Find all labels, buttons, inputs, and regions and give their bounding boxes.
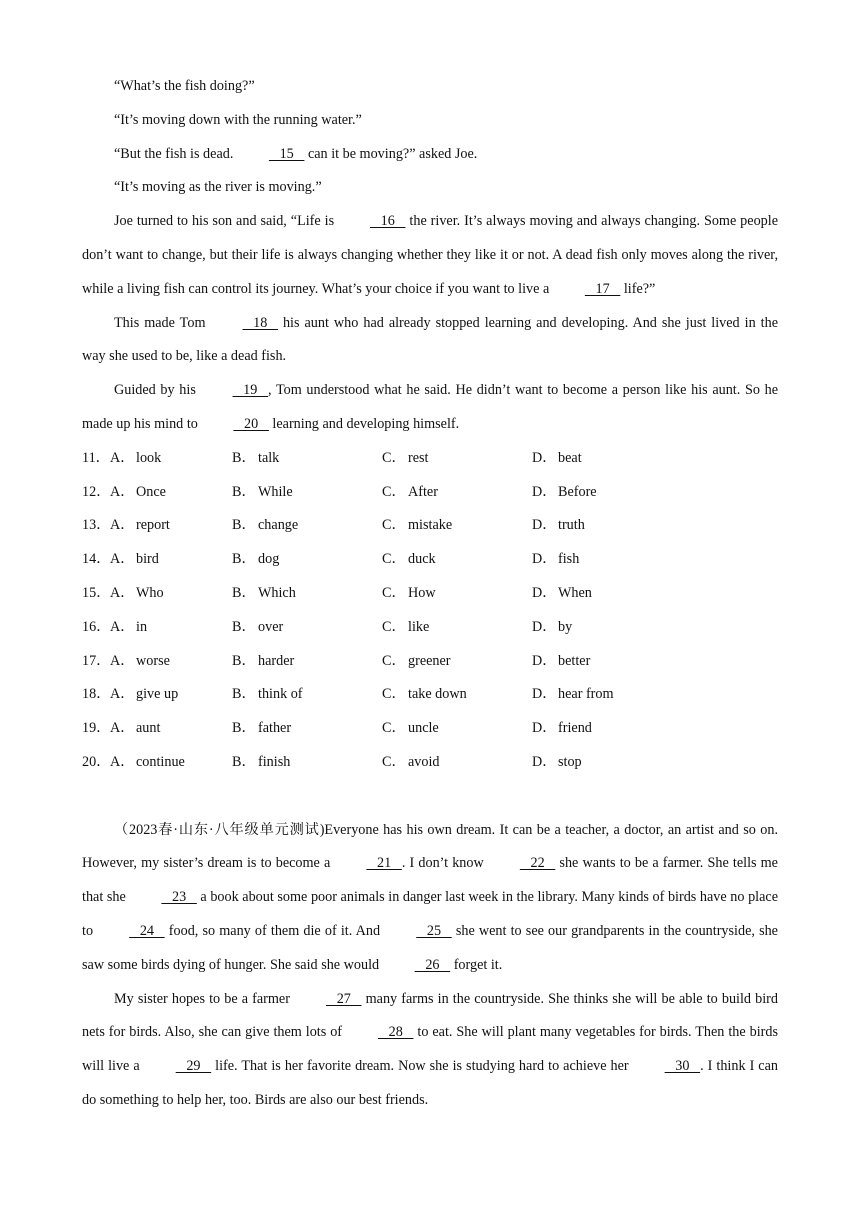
option-text: While (258, 483, 293, 500)
question-row (82, 476, 778, 510)
option-letter: C． (382, 652, 406, 669)
passage-one (82, 70, 778, 442)
option-letter: D． (532, 652, 557, 669)
answer-blank: 27 (326, 990, 362, 1007)
answer-blank: 18 (242, 314, 278, 331)
answer-blank: 19 (232, 382, 268, 399)
option-text: bird (136, 551, 159, 568)
option-letter: C． (382, 551, 406, 568)
paragraph (82, 983, 778, 1118)
option-text: by (558, 618, 573, 635)
option[interactable] (532, 442, 682, 476)
option[interactable] (532, 577, 682, 611)
text-run: his aunt who had already stopped learning and developing. And she just lived in the way she used to be, like a dead fish. (82, 314, 778, 365)
option[interactable] (532, 543, 682, 577)
option[interactable] (232, 712, 382, 746)
option-text: father (258, 720, 292, 737)
text-run: , Tom understood what he said. He didn’t want to become a person like his aunt. So he made up his mind to (82, 382, 779, 432)
option[interactable] (232, 509, 382, 543)
question-row (82, 543, 778, 577)
question-row (82, 645, 778, 679)
text-run: can it be moving?” asked Joe. (304, 145, 478, 162)
option[interactable] (232, 543, 382, 577)
option-text: Which (258, 584, 296, 601)
option[interactable] (382, 678, 532, 712)
option[interactable] (232, 678, 382, 712)
option[interactable] (232, 746, 382, 780)
option-text: How (408, 584, 436, 601)
option-text: better (558, 652, 591, 669)
option-letter: A． (110, 720, 135, 737)
question-number: 13． (82, 517, 111, 534)
option-letter: A． (110, 686, 135, 703)
option-letter: D． (532, 551, 557, 568)
option-letter: C． (382, 753, 406, 770)
option-letter: C． (382, 449, 406, 466)
paragraph (82, 205, 778, 306)
question-row (82, 712, 778, 746)
paragraph (82, 138, 778, 172)
option[interactable] (532, 678, 682, 712)
question-number: 14． (82, 551, 111, 568)
option-text: duck (408, 551, 436, 568)
answer-blank: 24 (129, 922, 165, 939)
text-run: forget it. (450, 956, 503, 973)
answer-blank: 29 (175, 1058, 212, 1075)
question-number: 20． (82, 753, 111, 770)
option-text: give up (136, 686, 179, 703)
option-letter: B． (232, 584, 256, 601)
option-letter: D． (532, 517, 557, 534)
question-number: 17． (82, 652, 111, 669)
question-number: 18． (82, 686, 111, 703)
question-row (82, 611, 778, 645)
text-run: food, so many of them die of it. And (164, 922, 385, 939)
paragraph (82, 104, 778, 138)
option-text: stop (558, 753, 582, 770)
paragraph (82, 70, 778, 104)
paragraph (82, 171, 778, 205)
answer-blank: 15 (268, 145, 305, 162)
option-letter: C． (382, 720, 406, 737)
text-run: . I don’t know (401, 855, 488, 872)
text-run: （2023春·山东·八年级单元测试)Everyone has his own dream. It can be a teacher, a doctor, an artist and so on. However, my sister’s dream is to become a (82, 821, 778, 872)
option-text: truth (558, 517, 585, 534)
option-letter: D． (532, 753, 557, 770)
option-letter: C． (382, 686, 406, 703)
option-letter: C． (382, 618, 406, 635)
option[interactable] (110, 611, 232, 645)
option[interactable] (110, 577, 232, 611)
option[interactable] (382, 476, 532, 510)
answer-blank: 16 (370, 213, 406, 230)
option-letter: D． (532, 686, 557, 703)
paragraph (82, 307, 778, 375)
option[interactable] (382, 645, 532, 679)
answer-blank: 22 (519, 855, 556, 872)
option-text: beat (558, 449, 582, 466)
option-text: When (558, 584, 592, 601)
question-number: 11． (82, 449, 110, 466)
text-run: many farms in the countryside. She thinks she will be able to build bird nets for birds. Also, she can give them lots of (82, 990, 778, 1041)
option-letter: B． (232, 449, 256, 466)
text-run: “What’s the fish doing?” (114, 78, 255, 94)
option-text: Once (136, 483, 166, 500)
question-row (82, 678, 778, 712)
option-text: hear from (558, 686, 614, 703)
option[interactable] (110, 543, 232, 577)
option-letter: A． (110, 517, 135, 534)
option-letter: B． (232, 551, 256, 568)
option[interactable] (532, 712, 682, 746)
option-letter: B． (232, 652, 256, 669)
option-text: talk (258, 449, 280, 466)
option[interactable] (232, 577, 382, 611)
option-letter: D． (532, 584, 557, 601)
question-number: 12． (82, 483, 111, 500)
option[interactable] (110, 746, 232, 780)
text-run: she wants to be a farmer. She tells me that she (82, 855, 778, 906)
text-run: My sister hopes to be a farmer (114, 990, 295, 1007)
option-text: uncle (408, 720, 439, 737)
option-letter: B． (232, 686, 256, 703)
question-number: 19． (82, 720, 111, 737)
option-letter: D． (532, 449, 557, 466)
option-letter: B． (232, 618, 256, 635)
option-text: like (408, 618, 430, 635)
question-row (82, 746, 778, 780)
option-letter: A． (110, 483, 135, 500)
text-run: she went to see our grandparents in the countryside, she saw some birds dying of hunger. She said she would (82, 922, 778, 973)
option-letter: D． (532, 483, 557, 500)
answer-blank: 17 (584, 280, 621, 297)
option-text: over (258, 618, 284, 635)
option[interactable] (110, 442, 232, 476)
option-letter: B． (232, 483, 256, 500)
text-run: “It’s moving down with the running water.” (114, 111, 362, 128)
option[interactable] (382, 611, 532, 645)
option[interactable] (110, 712, 232, 746)
text-run: Guided by his (114, 382, 201, 399)
option-text: greener (408, 652, 451, 669)
option[interactable] (382, 509, 532, 543)
option-letter: A． (110, 551, 135, 568)
option-text: Who (136, 584, 164, 601)
answer-blank: 30 (664, 1058, 701, 1075)
option[interactable] (110, 476, 232, 510)
option-text: harder (258, 652, 295, 669)
option-letter: C． (382, 584, 406, 601)
option[interactable] (110, 645, 232, 679)
text-run: life?” (620, 280, 656, 297)
option-letter: A． (110, 652, 135, 669)
option-text: think of (258, 686, 303, 703)
option-letter: C． (382, 483, 406, 500)
option-letter: B． (232, 517, 256, 534)
option-text: Before (558, 483, 597, 500)
text-run: “It’s moving as the river is moving.” (114, 179, 322, 196)
option-letter: A． (110, 584, 135, 601)
section-spacer (82, 780, 778, 814)
option-text: worse (136, 652, 170, 669)
option[interactable] (110, 509, 232, 543)
text-run: a book about some poor animals in danger last week in the library. Many kinds of birds have no place to (82, 889, 778, 939)
text-run: This made Tom (114, 314, 211, 331)
option-text: dog (258, 551, 280, 568)
option[interactable] (110, 678, 232, 712)
option-text: look (136, 449, 162, 466)
paragraph (82, 374, 778, 442)
option-text: in (136, 618, 148, 635)
answer-blank: 25 (416, 922, 452, 939)
option-text: continue (136, 753, 185, 770)
option-letter: A． (110, 449, 135, 466)
question-row (82, 442, 778, 476)
option[interactable] (532, 476, 682, 510)
option[interactable] (532, 645, 682, 679)
option-text: rest (408, 449, 429, 466)
option-text: finish (258, 753, 291, 770)
text-run: Joe turned to his son and said, “Life is (114, 213, 339, 230)
option[interactable] (382, 577, 532, 611)
option[interactable] (382, 543, 532, 577)
option[interactable] (232, 645, 382, 679)
option-text: friend (558, 720, 592, 737)
option[interactable] (532, 746, 682, 780)
option-letter: B． (232, 753, 256, 770)
option-text: avoid (408, 753, 440, 770)
option-text: report (136, 517, 170, 534)
option-letter: D． (532, 618, 557, 635)
question-number: 15． (82, 584, 111, 601)
answer-blank: 20 (233, 415, 269, 432)
option[interactable] (382, 746, 532, 780)
option-text: mistake (408, 517, 453, 534)
answer-blank: 21 (366, 855, 402, 872)
question-list (82, 442, 778, 780)
option[interactable] (532, 611, 682, 645)
passage-two (82, 814, 778, 1118)
option[interactable] (382, 712, 532, 746)
text-run: the river. It’s always moving and always changing. Some people don’t want to change, but their life is always changing whether they like it or not. A dead fish only moves along the river, while a living fish can control its journey. What’s your choice if you want to live a (82, 213, 779, 297)
answer-blank: 23 (161, 889, 197, 906)
option-text: After (408, 483, 438, 500)
text-run: “But the fish is dead. (114, 145, 237, 162)
option[interactable] (382, 442, 532, 476)
option-letter: A． (110, 618, 135, 635)
option-letter: C． (382, 517, 406, 534)
option-text: aunt (136, 720, 161, 737)
option-letter: B． (232, 720, 256, 737)
text-run: to eat. She will plant many vegetables for birds. Then the birds will live a (82, 1024, 778, 1075)
option[interactable] (532, 509, 682, 543)
option-letter: A． (110, 753, 135, 770)
option[interactable] (232, 611, 382, 645)
question-row (82, 577, 778, 611)
option-text: fish (558, 551, 580, 568)
text-run: life. That is her favorite dream. Now she is studying hard to achieve her (211, 1058, 633, 1075)
answer-blank: 28 (377, 1024, 414, 1041)
option[interactable] (232, 476, 382, 510)
question-number: 16． (82, 618, 111, 635)
document-page (82, 70, 778, 1118)
paragraph (82, 814, 778, 983)
option-letter: D． (532, 720, 557, 737)
option[interactable] (232, 442, 382, 476)
text-run: learning and developing himself. (268, 415, 460, 432)
option-text: take down (408, 686, 467, 703)
question-row (82, 509, 778, 543)
answer-blank: 26 (414, 956, 451, 973)
option-text: change (258, 517, 299, 534)
text-run: . I think I can do something to help her, too. Birds are also our best friends. (82, 1058, 778, 1108)
